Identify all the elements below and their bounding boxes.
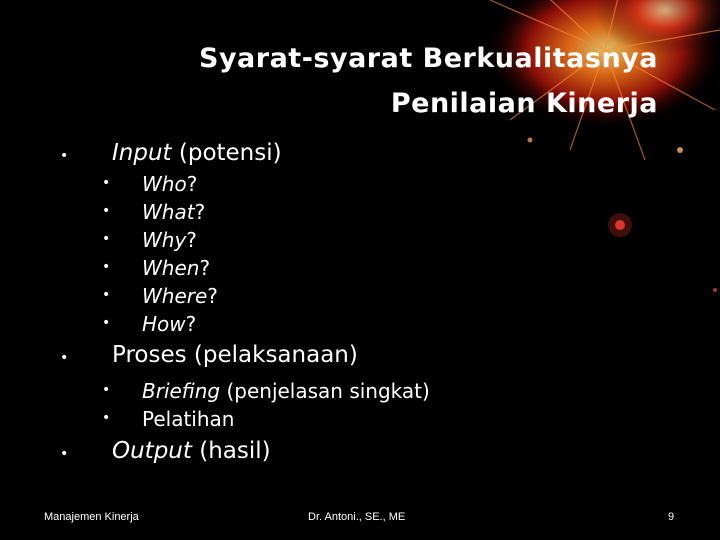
bullet-icon: • <box>102 203 111 219</box>
list-item-proses: Proses (pelaksanaan) <box>112 342 358 368</box>
bullet-icon: • <box>102 315 111 331</box>
sub-item-why: Why? <box>142 228 197 252</box>
sub-item-when: When? <box>142 256 211 280</box>
sub-item-where: Where? <box>142 284 218 308</box>
bullet-icon: • <box>60 350 69 366</box>
sub-item-how: How? <box>142 312 197 336</box>
bullet-icon: • <box>102 231 111 247</box>
footer-author: Dr. Antoni., SE., ME <box>308 511 406 523</box>
list-item-input: Input (potensi) <box>112 140 282 166</box>
list-item-output: Output (hasil) <box>112 438 271 464</box>
bullet-icon: • <box>102 259 111 275</box>
sub-item-who: Who? <box>142 172 198 196</box>
bullet-icon: • <box>102 410 111 426</box>
bullet-icon: • <box>60 148 69 164</box>
bullet-icon: • <box>102 287 111 303</box>
slide-title-line-1: Syarat-syarat Berkualitasnya <box>199 43 658 74</box>
bullet-icon: • <box>60 446 69 462</box>
slide-title-line-2: Penilaian Kinerja <box>390 88 658 119</box>
bullet-icon: • <box>102 382 111 398</box>
sub-item-pelatihan: Pelatihan <box>142 407 235 431</box>
sub-item-briefing: Briefing (penjelasan singkat) <box>142 379 430 403</box>
page-number: 9 <box>668 511 675 523</box>
bullet-icon: • <box>102 175 111 191</box>
sub-item-what: What? <box>142 200 206 224</box>
footer-left-text: Manajemen Kinerja <box>44 511 139 523</box>
